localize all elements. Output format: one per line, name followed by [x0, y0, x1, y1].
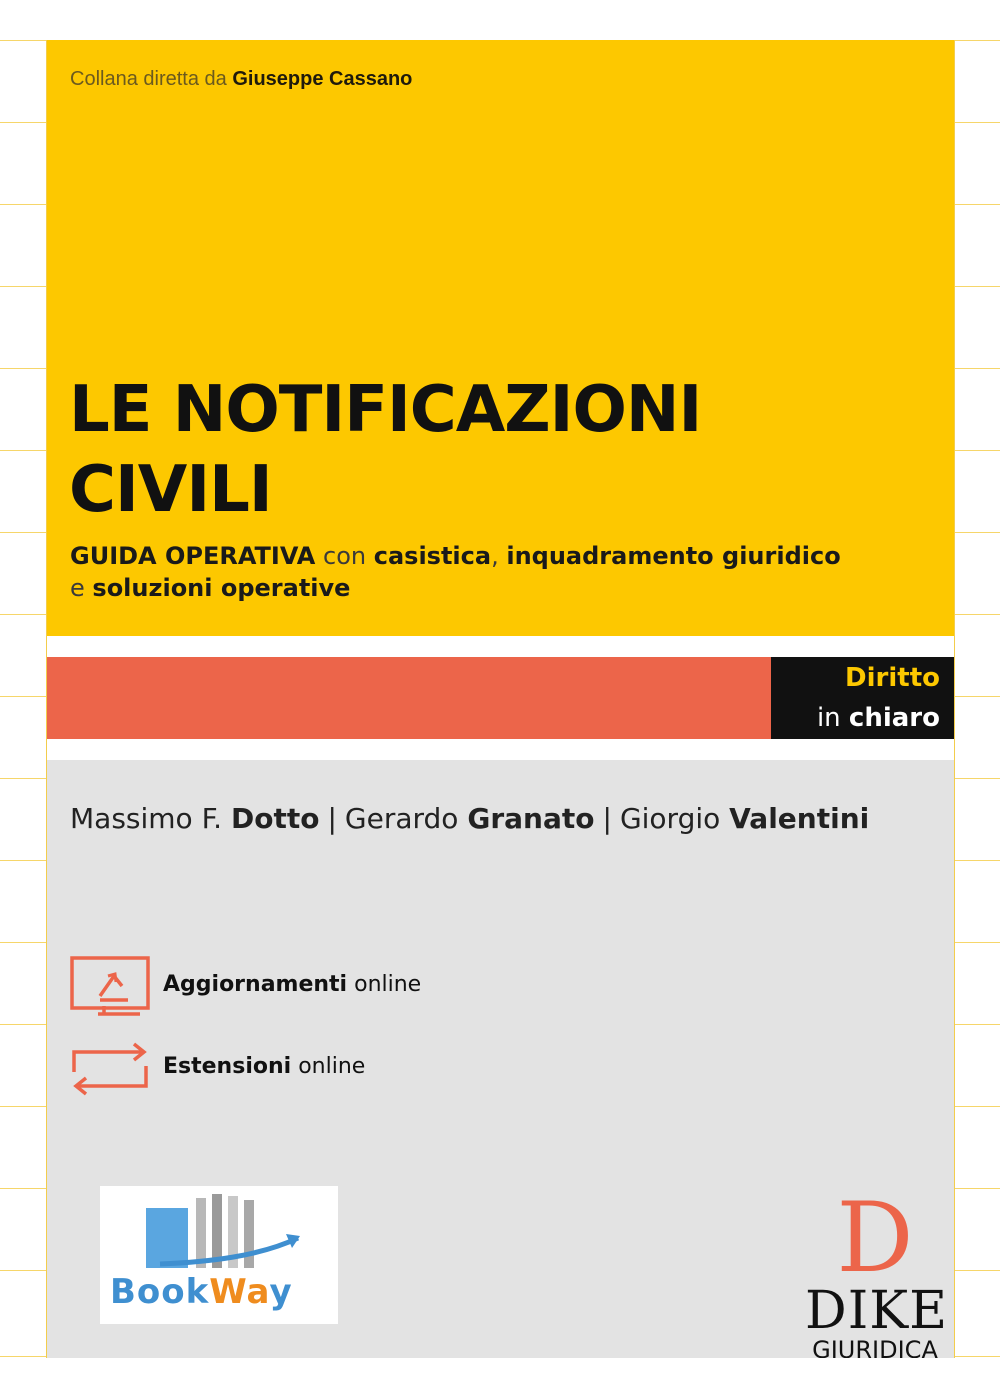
publisher-logo: [805, 1182, 949, 1358]
author-separator: |: [327, 802, 337, 835]
publisher-letter: D: [836, 1182, 914, 1294]
feature-extensions-label: Estensioni online: [163, 1054, 366, 1079]
book-subtitle: GUIDA OPERATIVA con casistica, inquadramento giuridico e soluzioni operative: [70, 542, 841, 602]
coral-band: [47, 657, 771, 739]
series-label: [771, 657, 954, 739]
author-separator: |: [602, 802, 612, 835]
publisher-name: DIKE: [805, 1281, 949, 1341]
title-line-1: LE NOTIFICAZIONI: [69, 373, 702, 447]
book-title: [69, 370, 701, 530]
series-line-2: in chiaro: [816, 703, 940, 733]
series-editor: [70, 68, 412, 91]
publisher-sub: GIURIDICA: [812, 1336, 938, 1358]
bookway-logo: [100, 1186, 338, 1324]
author-2: Gerardo Granato: [344, 802, 595, 835]
author-3: Giorgio Valentini: [619, 802, 870, 835]
subtitle-guide: GUIDA OPERATIVA: [70, 542, 316, 570]
book-cover: [47, 40, 954, 1358]
sync-arrows-icon: [70, 1038, 150, 1106]
cover-top-panel: [47, 40, 954, 636]
series-editor-name: Giuseppe Cassano: [232, 68, 413, 90]
series-editor-prefix: Collana diretta da: [70, 68, 227, 90]
bookway-wordmark: BookWay: [110, 1272, 293, 1312]
feature-updates-label: Aggiornamenti online: [163, 972, 422, 997]
bookway-books-icon: [100, 1186, 338, 1276]
series-line-1: Diritto: [845, 663, 940, 693]
title-line-2: CIVILI: [69, 453, 272, 527]
monitor-update-icon: [70, 956, 150, 1024]
author-1: Massimo F. Dotto: [70, 802, 320, 835]
authors: [70, 802, 869, 835]
